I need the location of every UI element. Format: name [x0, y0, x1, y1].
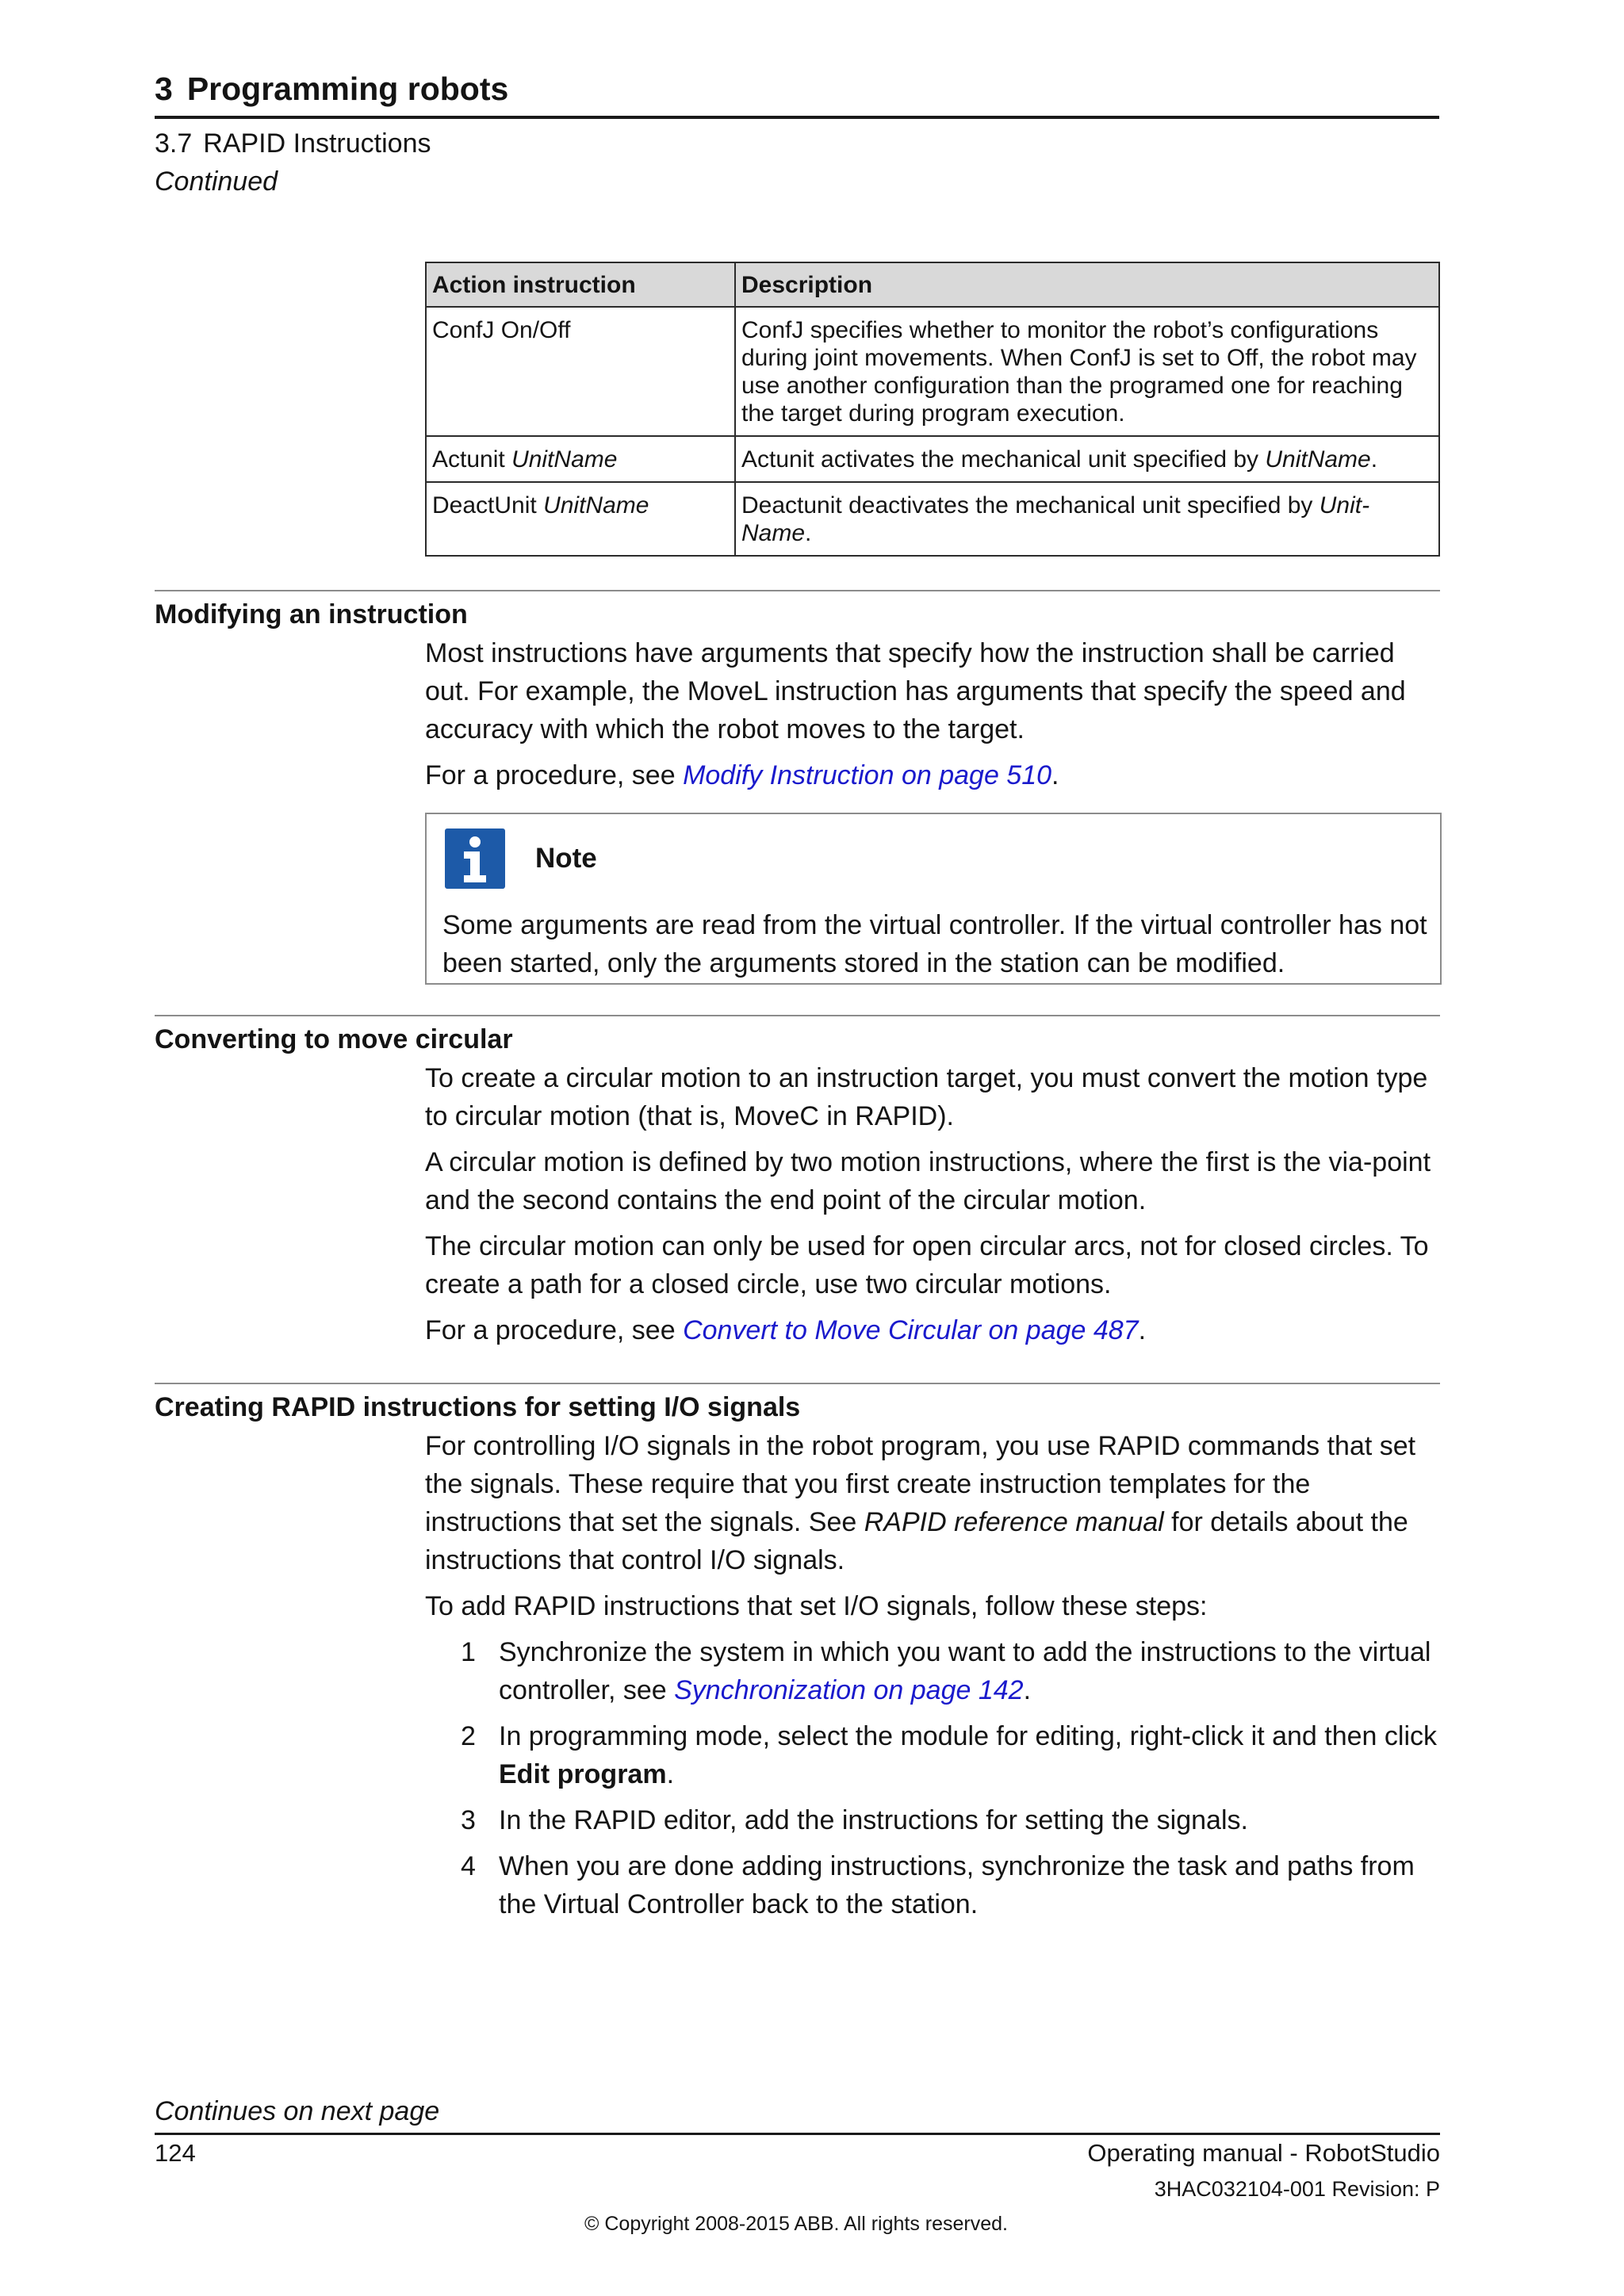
- creating-paragraph: [425, 1427, 1440, 1579]
- description-cell: [735, 307, 1439, 436]
- note-text: Some arguments are read from the virtual controller. If the virtual controller has not been started, only the arguments stored in the station can be modified.: [442, 910, 1427, 978]
- instruction-name: ConfJ On/Off: [432, 317, 571, 343]
- continues-label: Continues on next page: [155, 2096, 440, 2126]
- section-heading: [155, 125, 431, 162]
- instruction-cell: [426, 307, 735, 436]
- step-number: 2: [461, 1721, 476, 1751]
- column-header: Action instruction: [426, 262, 735, 307]
- converting-paragraph: The circular motion can only be used for open circular arcs, not for closed circles. To create a path for a closed circle, use two circular motions.: [425, 1231, 1429, 1299]
- instruction-argument: UnitName: [543, 492, 649, 519]
- list-item: [425, 1717, 1440, 1793]
- convert-move-circular-link[interactable]: Convert to Move Circular on page 487: [683, 1315, 1139, 1345]
- paragraph-text: for details about the instructions that control I/O signals.: [425, 1507, 1408, 1575]
- creating-body: [425, 1427, 1440, 1931]
- description-end: .: [1370, 446, 1378, 473]
- document-id: 3HAC032104-001 Revision: P: [1154, 2177, 1440, 2201]
- continued-label: Continued: [155, 166, 278, 197]
- table-row: [426, 307, 1439, 436]
- description-text: ConfJ specifies whether to monitor the robot’s configurations during joint movements. When ConfJ is set to Off, the robot may use another configuration than the programed one for reaching the target during program execution.: [741, 317, 1417, 427]
- list-item: [425, 1847, 1440, 1923]
- converting-body: [425, 1059, 1440, 1357]
- note-box: [425, 813, 1442, 985]
- column-header: Description: [735, 262, 1439, 307]
- modifying-body: [425, 634, 1440, 802]
- section-divider: [155, 590, 1440, 591]
- chapter-title: Programming robots: [186, 71, 509, 107]
- step-number: 4: [461, 1851, 476, 1881]
- procedure-prefix: For a procedure, see: [425, 760, 684, 790]
- modifying-heading: Modifying an instruction: [155, 599, 468, 629]
- copyright-notice: © Copyright 2008-2015 ABB. All rights reserved.: [584, 2213, 1008, 2235]
- description-argument: Unit-Name: [741, 492, 1370, 546]
- footer-rule: [155, 2133, 1440, 2135]
- description-end: .: [805, 520, 812, 546]
- instruction-name: Actunit: [432, 446, 505, 473]
- step-text-end: .: [1023, 1675, 1032, 1705]
- converting-procedure: [425, 1311, 1440, 1349]
- creating-paragraph: To add RAPID instructions that set I/O signals, follow these steps:: [425, 1591, 1208, 1621]
- step-text-end: .: [666, 1759, 675, 1789]
- step-text: Synchronize the system in which you want to add the instructions to the virtual controller, see: [499, 1637, 1431, 1705]
- page-number: 124: [155, 2139, 196, 2167]
- rapid-reference-manual: RAPID reference manual: [864, 1507, 1164, 1537]
- instruction-cell: [426, 482, 735, 556]
- list-item: [425, 1801, 1440, 1839]
- table-row: [426, 436, 1439, 482]
- edit-program-label: Edit program: [499, 1759, 667, 1789]
- step-text: In programming mode, select the module for editing, right-click it and then click: [499, 1721, 1437, 1751]
- procedure-suffix: .: [1138, 1315, 1147, 1345]
- table-row: [426, 482, 1439, 556]
- step-text: In the RAPID editor, add the instructions for setting the signals.: [499, 1805, 1248, 1835]
- converting-paragraph: A circular motion is defined by two motion instructions, where the first is the via-point and the second contains the end point of the circular motion.: [425, 1147, 1431, 1215]
- section-divider: [155, 1383, 1440, 1384]
- description-text: Deactunit deactivates the mechanical unit specified by: [741, 492, 1320, 519]
- chapter-number: 3: [155, 71, 173, 107]
- instruction-argument: UnitName: [511, 446, 618, 473]
- procedure-suffix: .: [1051, 760, 1059, 790]
- paragraph-text: For controlling I/O signals in the robot program, you use RAPID commands that set the signals. These require that you first create instruction templates for the instructions that set the signals. See: [425, 1431, 1416, 1537]
- modify-instruction-link[interactable]: Modify Instruction on page 510: [683, 760, 1052, 790]
- modifying-procedure: [425, 756, 1440, 794]
- section-title: RAPID Instructions: [203, 128, 431, 159]
- synchronization-link[interactable]: Synchronization on page 142: [674, 1675, 1024, 1705]
- description-argument: UnitName: [1265, 446, 1371, 473]
- section-number: 3.7: [155, 128, 193, 159]
- description-cell: [735, 482, 1439, 556]
- section-divider: [155, 1015, 1440, 1016]
- step-number: 3: [461, 1805, 476, 1835]
- converting-heading: Converting to move circular: [155, 1024, 513, 1054]
- step-text: When you are done adding instructions, synchronize the task and paths from the Virtual Controller back to the station.: [499, 1851, 1415, 1919]
- chapter-heading: [155, 67, 1439, 119]
- manual-title: Operating manual - RobotStudio: [1087, 2139, 1440, 2167]
- description-text: Actunit activates the mechanical unit specified by: [741, 446, 1266, 473]
- action-instruction-table: [425, 262, 1440, 557]
- modifying-paragraph: Most instructions have arguments that specify how the instruction shall be carried out. For example, the MoveL instruction has arguments that specify the speed and accuracy with which the robot moves to the target.: [425, 638, 1406, 744]
- table-header-row: [426, 262, 1439, 307]
- creating-heading: Creating RAPID instructions for setting I/O signals: [155, 1392, 801, 1422]
- description-cell: [735, 436, 1439, 482]
- info-icon: [445, 828, 505, 889]
- converting-paragraph: To create a circular motion to an instruction target, you must convert the motion type to circular motion (that is, MoveC in RAPID).: [425, 1063, 1428, 1131]
- instruction-name: DeactUnit: [432, 492, 537, 519]
- step-number: 1: [461, 1637, 476, 1667]
- steps-list: [425, 1633, 1440, 1923]
- instruction-cell: [426, 436, 735, 482]
- note-title: Note: [535, 843, 597, 874]
- procedure-prefix: For a procedure, see: [425, 1315, 684, 1345]
- list-item: [425, 1633, 1440, 1709]
